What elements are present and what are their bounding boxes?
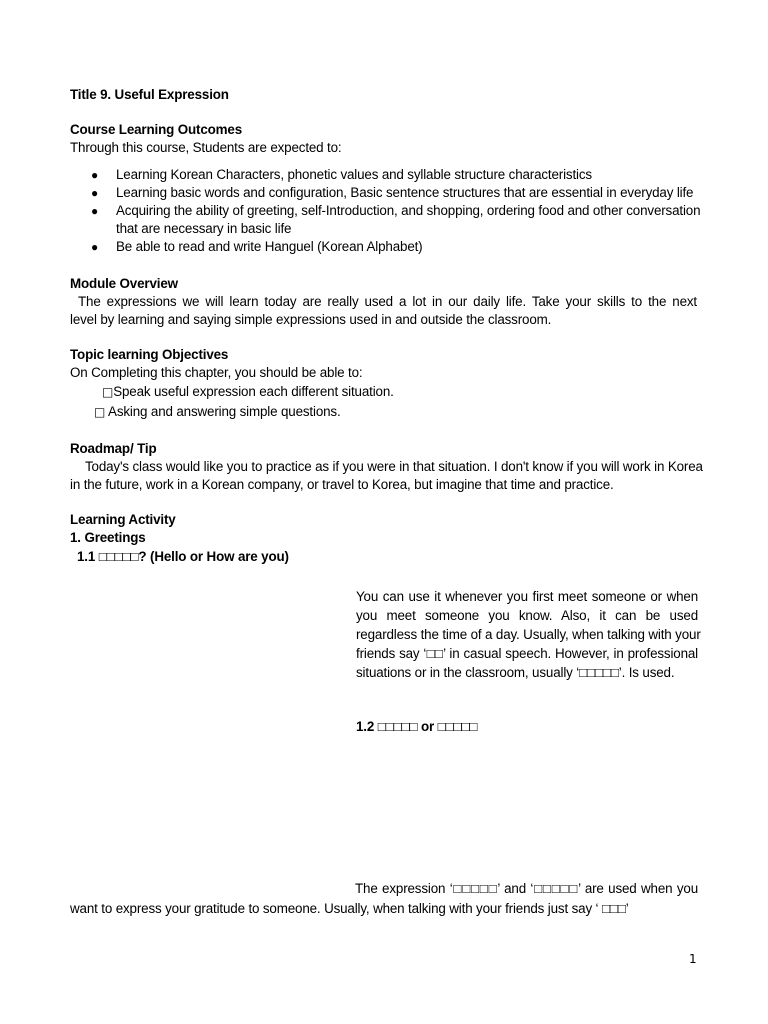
checkbox-square-icon: □ <box>102 385 114 399</box>
bullet-icon: ● <box>91 204 99 218</box>
subsection-1-2-paragraph-line-2: want to express your gratitude to someone. Usually, when talking with your friends just say ‘ □□□’ <box>70 901 629 916</box>
paragraph-line: situations or in the classroom, usually ‘□□□□□’. Is used. <box>356 665 675 680</box>
subsection-1-2-heading: 1.2 □□□□□ or □□□□□ <box>356 719 478 734</box>
objective-item <box>94 403 341 421</box>
outcomes-intro: Through this course, Students are expected to: <box>70 140 342 155</box>
objective-text: Speak useful expression each different situation. <box>113 384 394 399</box>
list-item <box>70 166 698 184</box>
objectives-heading: Topic learning Objectives <box>70 347 229 362</box>
roadmap-heading: Roadmap/ Tip <box>70 441 157 456</box>
bullet-text-continued: that are necessary in basic life <box>116 221 292 236</box>
overview-heading: Module Overview <box>70 276 178 291</box>
roadmap-paragraph-line-1: Today's class would like you to practice as if you were in that situation. I don't know if you will work in Korea <box>85 459 703 474</box>
objectives-intro: On Completing this chapter, you should be able to: <box>70 365 363 380</box>
bullet-text: Be able to read and write Hanguel (Korean Alphabet) <box>116 239 423 254</box>
paragraph-line: friends say ‘□□’ in casual speech. However, in professional <box>356 646 698 661</box>
objective-item <box>102 383 394 401</box>
outcomes-heading: Course Learning Outcomes <box>70 122 243 137</box>
bullet-text: Acquiring the ability of greeting, self-Introduction, and shopping, ordering food and other conversation <box>116 203 701 218</box>
section-greetings-heading: 1. Greetings <box>70 530 146 545</box>
objective-text: Asking and answering simple questions. <box>108 404 341 419</box>
bullet-text: Learning basic words and configuration, Basic sentence structures that are essential in everyday life <box>116 185 694 200</box>
subsection-1-1-heading: 1.1 □□□□□? (Hello or How are you) <box>77 549 289 564</box>
paragraph-line: regardless the time of a day. Usually, when talking with your <box>356 627 701 642</box>
paragraph-line: You can use it whenever you first meet someone or when <box>356 589 698 604</box>
page-number: 1 <box>689 952 697 966</box>
list-item <box>70 202 701 238</box>
bullet-text: Learning Korean Characters, phonetic values and syllable structure characteristics <box>116 167 592 182</box>
overview-paragraph-line-1: The expressions we will learn today are really used a lot in our daily life. Take your skills to the next <box>78 294 697 309</box>
subsection-1-2-paragraph-line-1: The expression ‘□□□□□’ and ‘□□□□□’ are used when you <box>355 881 698 896</box>
bullet-icon: ● <box>91 240 99 254</box>
document-title: Title 9. Useful Expression <box>70 87 229 102</box>
list-item <box>70 238 698 256</box>
overview-paragraph-line-2: level by learning and saying simple expressions used in and outside the classroom. <box>70 312 552 327</box>
bullet-icon: ● <box>91 168 99 182</box>
checkbox-square-icon: □ <box>94 405 106 419</box>
list-item <box>70 184 698 202</box>
subsection-1-1-paragraph <box>356 587 701 682</box>
roadmap-paragraph-line-2: in the future, work in a Korean company, or travel to Korea, but imagine that time and practice. <box>70 477 614 492</box>
bullet-icon: ● <box>91 186 99 200</box>
paragraph-line: you meet someone you know. Also, it can be used <box>356 608 698 623</box>
outcomes-bullet-list <box>70 166 701 256</box>
activity-heading: Learning Activity <box>70 512 176 527</box>
